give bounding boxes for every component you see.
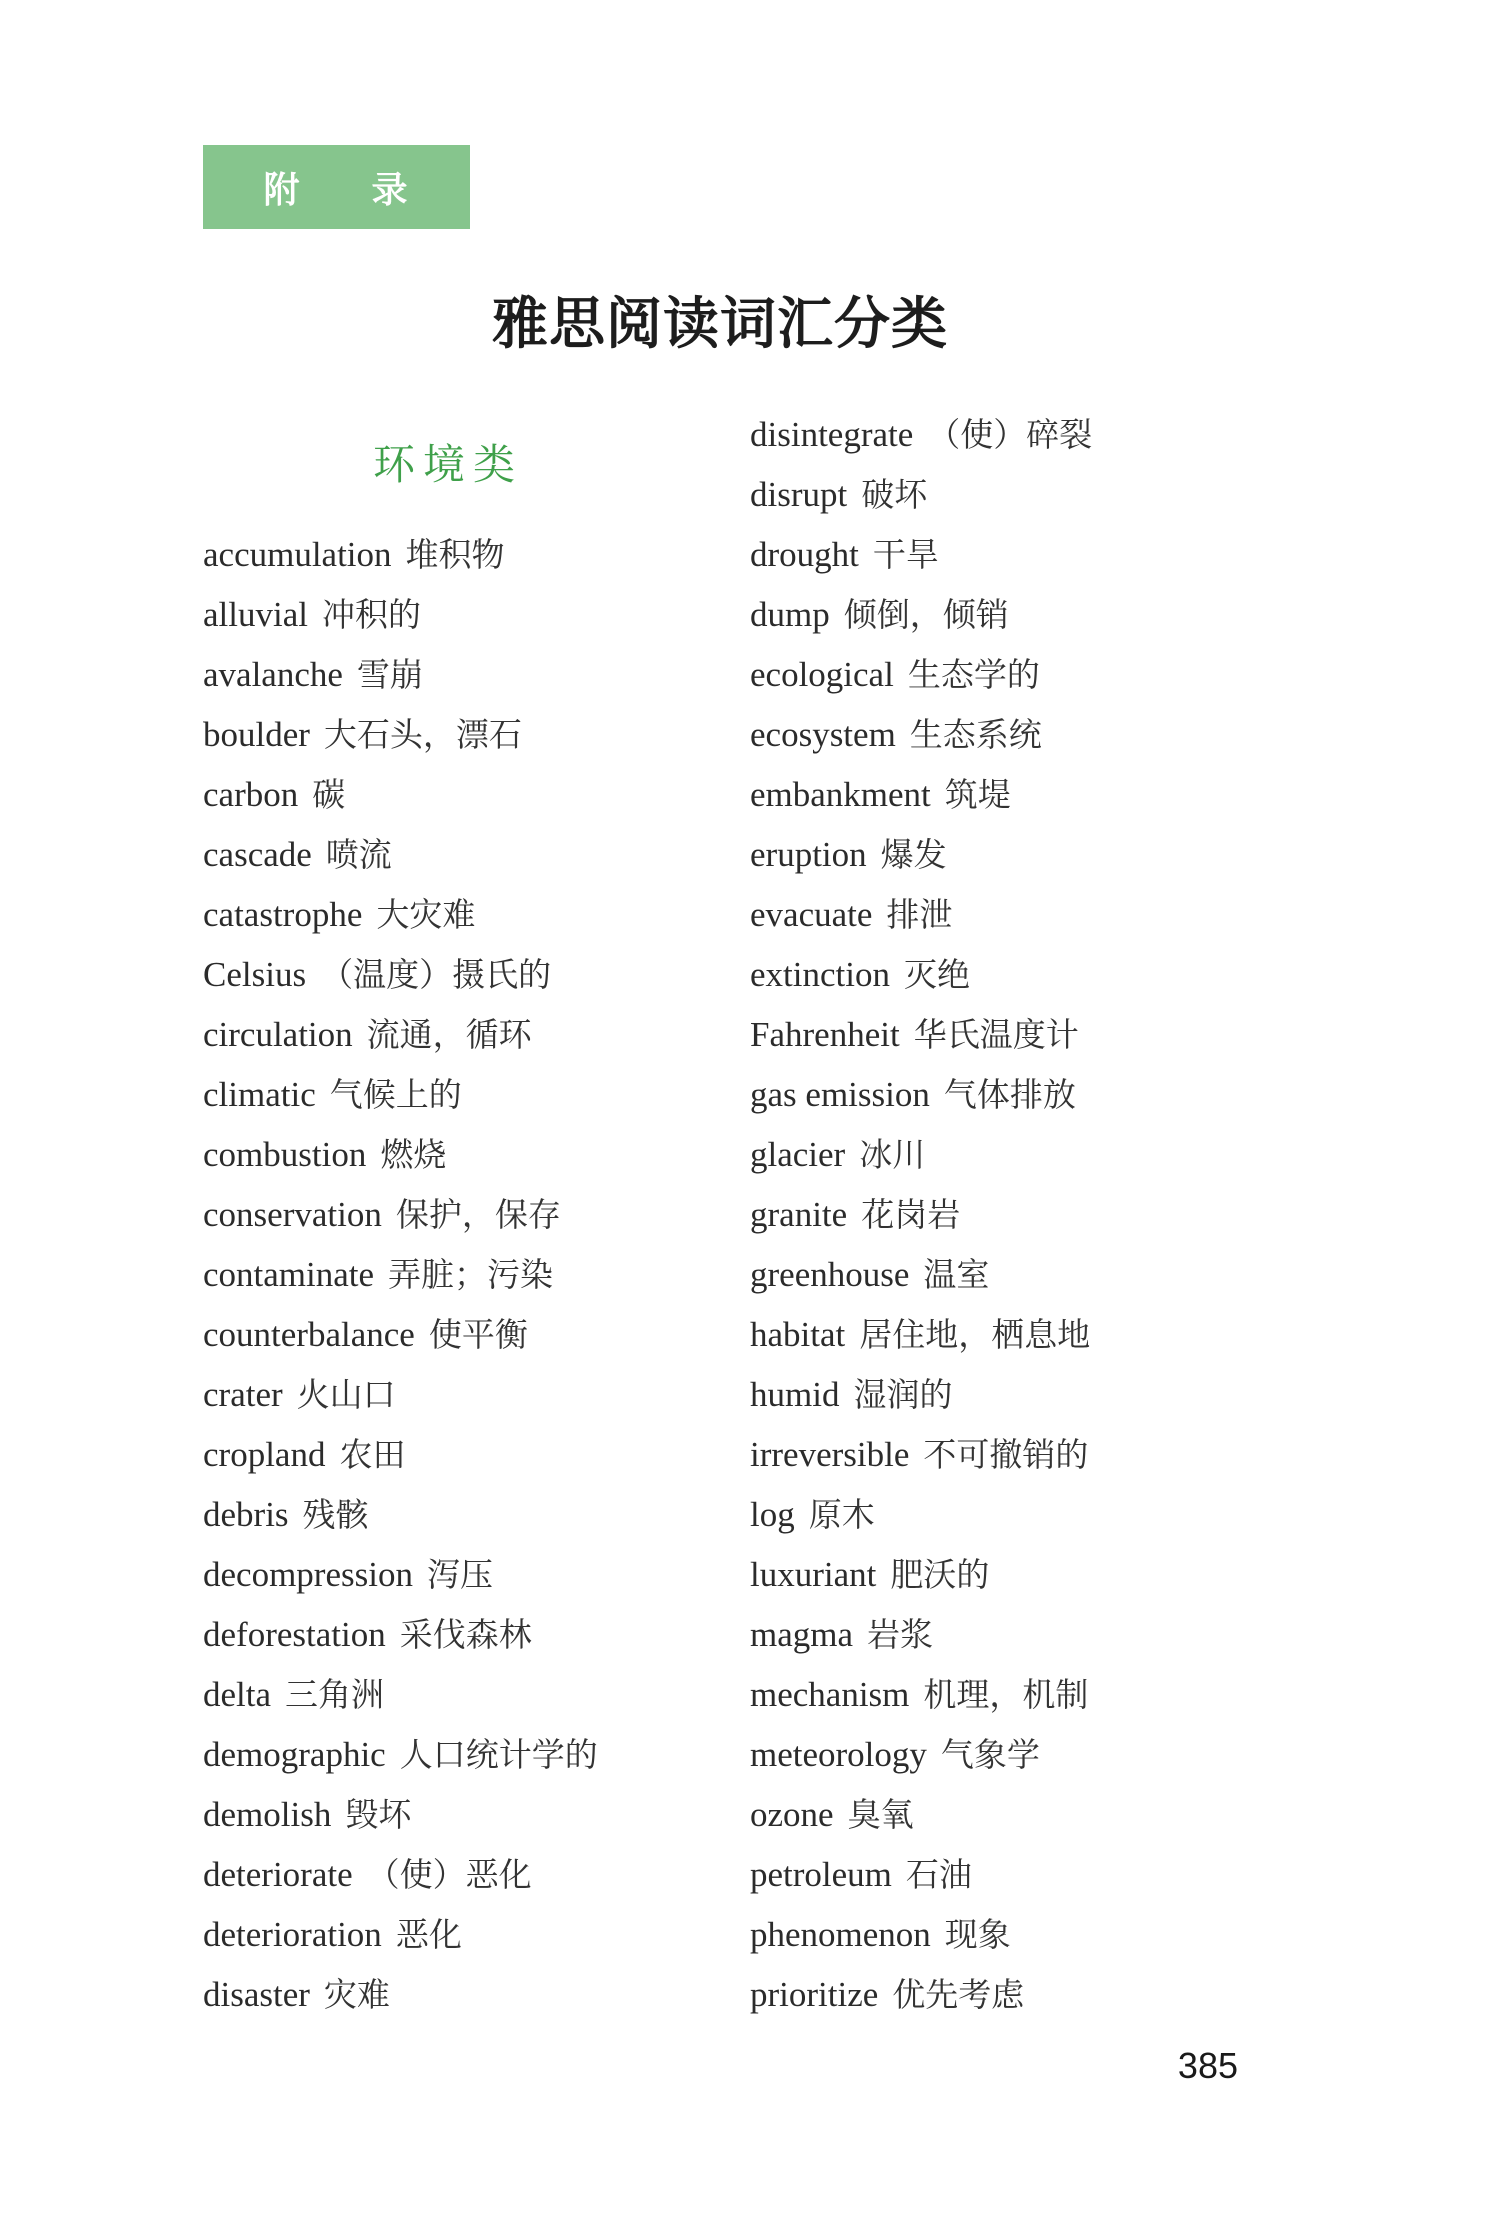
vocab-word: habitat	[750, 1315, 846, 1354]
vocab-meaning: 残骸	[302, 1495, 369, 1534]
vocab-word: demolish	[203, 1795, 332, 1834]
vocab-meaning: 农田	[339, 1435, 406, 1474]
vocab-entry	[750, 1005, 1092, 1065]
vocab-meaning: 排泄	[886, 895, 953, 934]
vocab-entry	[750, 1305, 1092, 1365]
vocab-entry	[203, 945, 598, 1005]
vocab-entry	[750, 1845, 1092, 1905]
vocab-entry	[750, 405, 1092, 465]
vocab-entry	[203, 1665, 598, 1725]
vocab-word: ecosystem	[750, 715, 896, 754]
vocab-meaning: 优先考虑	[892, 1975, 1025, 2014]
vocab-word: deforestation	[203, 1615, 386, 1654]
vocab-word: avalanche	[203, 655, 343, 694]
vocab-meaning: 雪崩	[356, 655, 423, 694]
vocab-meaning: 石油	[905, 1855, 972, 1894]
vocab-word: mechanism	[750, 1675, 910, 1714]
vocab-meaning: 灭绝	[903, 955, 970, 994]
vocab-word: dump	[750, 595, 830, 634]
vocab-word: accumulation	[203, 535, 392, 574]
vocab-word: alluvial	[203, 595, 308, 634]
vocab-meaning: （使）恶化	[366, 1855, 532, 1894]
vocab-word: phenomenon	[750, 1915, 931, 1954]
vocab-word: petroleum	[750, 1855, 892, 1894]
vocab-word: Celsius	[203, 955, 307, 994]
vocab-word: gas emission	[750, 1075, 930, 1114]
vocab-word: eruption	[750, 835, 867, 874]
vocab-entry	[750, 825, 1092, 885]
vocab-entry	[203, 1365, 598, 1425]
vocab-meaning: 爆发	[880, 835, 947, 874]
vocab-entry	[750, 1605, 1092, 1665]
vocab-meaning: 燃烧	[380, 1135, 447, 1174]
vocab-word: boulder	[203, 715, 310, 754]
vocab-meaning: 灾难	[323, 1975, 390, 2014]
vocab-entry	[203, 765, 598, 825]
vocab-entry	[203, 705, 598, 765]
vocab-entry	[750, 945, 1092, 1005]
vocab-meaning: 温室	[923, 1255, 990, 1294]
vocab-word: drought	[750, 535, 859, 574]
vocab-entry	[203, 1845, 598, 1905]
vocab-meaning: 筑堤	[944, 775, 1011, 814]
vocab-word: disaster	[203, 1975, 310, 2014]
vocab-meaning: 喷流	[325, 835, 392, 874]
vocab-meaning: 冰川	[859, 1135, 926, 1174]
vocab-meaning: 生态学的	[907, 655, 1040, 694]
vocab-entry	[203, 1065, 598, 1125]
vocab-word: ecological	[750, 655, 894, 694]
vocab-word: combustion	[203, 1135, 367, 1174]
vocab-word: conservation	[203, 1195, 382, 1234]
vocab-meaning: 肥沃的	[890, 1555, 990, 1594]
vocab-entry	[203, 1425, 598, 1485]
vocab-entry	[203, 585, 598, 645]
vocab-word: decompression	[203, 1555, 413, 1594]
vocab-meaning: 弄脏；污染	[388, 1255, 554, 1294]
page-title: 雅思阅读词汇分类	[492, 291, 948, 357]
vocab-word: carbon	[203, 775, 299, 814]
vocab-word: cropland	[203, 1435, 326, 1474]
vocab-entry	[203, 1545, 598, 1605]
vocab-entry	[203, 1965, 598, 2025]
vocab-meaning: 使平衡	[428, 1315, 528, 1354]
vocab-entry	[750, 1185, 1092, 1245]
vocab-meaning: 恶化	[395, 1915, 462, 1954]
vocab-entry	[203, 645, 598, 705]
vocab-entry	[203, 1725, 598, 1785]
page-number: 385	[1177, 2045, 1238, 2086]
vocab-meaning: 气象学	[940, 1735, 1040, 1774]
vocab-entry	[750, 1965, 1092, 2025]
vocab-meaning: 气体排放	[943, 1075, 1076, 1114]
vocab-entry	[750, 465, 1092, 525]
vocab-word: counterbalance	[203, 1315, 415, 1354]
vocab-word: circulation	[203, 1015, 353, 1054]
vocab-entry	[203, 1305, 598, 1365]
vocab-entry	[203, 885, 598, 945]
vocab-meaning: 三角洲	[285, 1675, 385, 1714]
vocab-meaning: 居住地，栖息地	[859, 1315, 1091, 1354]
vocab-word: greenhouse	[750, 1255, 910, 1294]
vocab-word: granite	[750, 1195, 848, 1234]
vocab-meaning: 生态系统	[909, 715, 1042, 754]
vocab-entry	[750, 525, 1092, 585]
vocab-meaning: 碳	[312, 775, 346, 814]
vocab-meaning: 华氏温度计	[913, 1015, 1079, 1054]
vocab-meaning: 臭氧	[847, 1795, 914, 1834]
vocab-word: luxuriant	[750, 1555, 877, 1594]
vocab-word: catastrophe	[203, 895, 363, 934]
vocab-entry	[750, 705, 1092, 765]
vocab-entry	[750, 1065, 1092, 1125]
vocab-word: magma	[750, 1615, 854, 1654]
vocab-entry	[203, 1125, 598, 1185]
vocab-list-right	[750, 405, 1092, 2025]
vocab-entry	[203, 1485, 598, 1545]
vocab-word: glacier	[750, 1135, 846, 1174]
vocab-word: demographic	[203, 1735, 386, 1774]
vocab-meaning: 人口统计学的	[399, 1735, 598, 1774]
vocab-meaning: 大灾难	[376, 895, 476, 934]
vocab-entry	[750, 1125, 1092, 1185]
vocab-meaning: 采伐森林	[399, 1615, 532, 1654]
vocab-word: evacuate	[750, 895, 873, 934]
vocab-entry	[750, 1425, 1092, 1485]
vocab-meaning: 现象	[944, 1915, 1011, 1954]
vocab-entry	[203, 1905, 598, 1965]
vocab-meaning: （温度）摄氏的	[320, 955, 552, 994]
appendix-tab-char-2: 录	[371, 169, 410, 211]
vocab-meaning: 不可撤销的	[923, 1435, 1089, 1474]
vocab-word: extinction	[750, 955, 890, 994]
vocab-word: Fahrenheit	[750, 1015, 900, 1054]
vocab-word: cascade	[203, 835, 312, 874]
vocab-entry	[750, 1545, 1092, 1605]
section-heading: 环境类	[372, 440, 523, 489]
vocab-word: prioritize	[750, 1975, 879, 2014]
vocab-entry	[203, 1785, 598, 1845]
vocab-entry	[750, 1365, 1092, 1425]
vocab-meaning: 保护，保存	[395, 1195, 561, 1234]
vocab-meaning: 火山口	[296, 1375, 396, 1414]
vocab-meaning: 流通，循环	[366, 1015, 532, 1054]
vocab-word: deteriorate	[203, 1855, 353, 1894]
vocab-meaning: 倾倒，倾销	[843, 595, 1009, 634]
vocab-meaning: 大石头，漂石	[323, 715, 522, 754]
vocab-meaning: 机理，机制	[923, 1675, 1089, 1714]
vocab-word: disintegrate	[750, 415, 914, 454]
vocab-meaning: 破坏	[861, 475, 928, 514]
vocab-meaning: （使）碎裂	[927, 415, 1093, 454]
vocab-word: meteorology	[750, 1735, 927, 1774]
vocab-entry	[203, 1605, 598, 1665]
vocab-entry	[750, 1725, 1092, 1785]
vocab-meaning: 冲积的	[321, 595, 421, 634]
vocab-entry	[750, 1785, 1092, 1845]
vocab-word: contaminate	[203, 1255, 375, 1294]
vocab-word: disrupt	[750, 475, 848, 514]
vocab-entry	[750, 765, 1092, 825]
vocab-entry	[750, 1905, 1092, 1965]
vocab-word: log	[750, 1495, 795, 1534]
vocab-meaning: 岩浆	[867, 1615, 934, 1654]
vocab-meaning: 毁坏	[345, 1795, 412, 1834]
vocab-word: deterioration	[203, 1915, 382, 1954]
vocab-list-left	[203, 525, 598, 2025]
vocab-entry	[203, 1005, 598, 1065]
vocab-word: ozone	[750, 1795, 834, 1834]
vocab-entry	[750, 1665, 1092, 1725]
vocab-entry	[203, 525, 598, 585]
vocab-meaning: 堆积物	[405, 535, 505, 574]
vocab-entry	[203, 825, 598, 885]
vocab-meaning: 原木	[808, 1495, 875, 1534]
vocab-word: embankment	[750, 775, 931, 814]
vocab-entry	[750, 585, 1092, 645]
appendix-tab-char-1: 附	[263, 169, 302, 211]
vocab-entry	[750, 1245, 1092, 1305]
vocab-entry	[750, 885, 1092, 945]
vocab-entry	[750, 1485, 1092, 1545]
vocab-meaning: 花岗岩	[861, 1195, 961, 1234]
vocab-meaning: 气候上的	[329, 1075, 462, 1114]
vocab-word: debris	[203, 1495, 289, 1534]
vocab-word: climatic	[203, 1075, 316, 1114]
vocab-word: delta	[203, 1675, 272, 1714]
vocab-word: humid	[750, 1375, 840, 1414]
appendix-tab	[203, 145, 470, 229]
vocab-meaning: 泻压	[426, 1555, 493, 1594]
vocab-entry	[203, 1185, 598, 1245]
vocab-word: irreversible	[750, 1435, 910, 1474]
vocab-meaning: 干旱	[872, 535, 939, 574]
vocab-meaning: 湿润的	[853, 1375, 953, 1414]
vocab-word: crater	[203, 1375, 283, 1414]
vocab-entry	[750, 645, 1092, 705]
vocab-entry	[203, 1245, 598, 1305]
